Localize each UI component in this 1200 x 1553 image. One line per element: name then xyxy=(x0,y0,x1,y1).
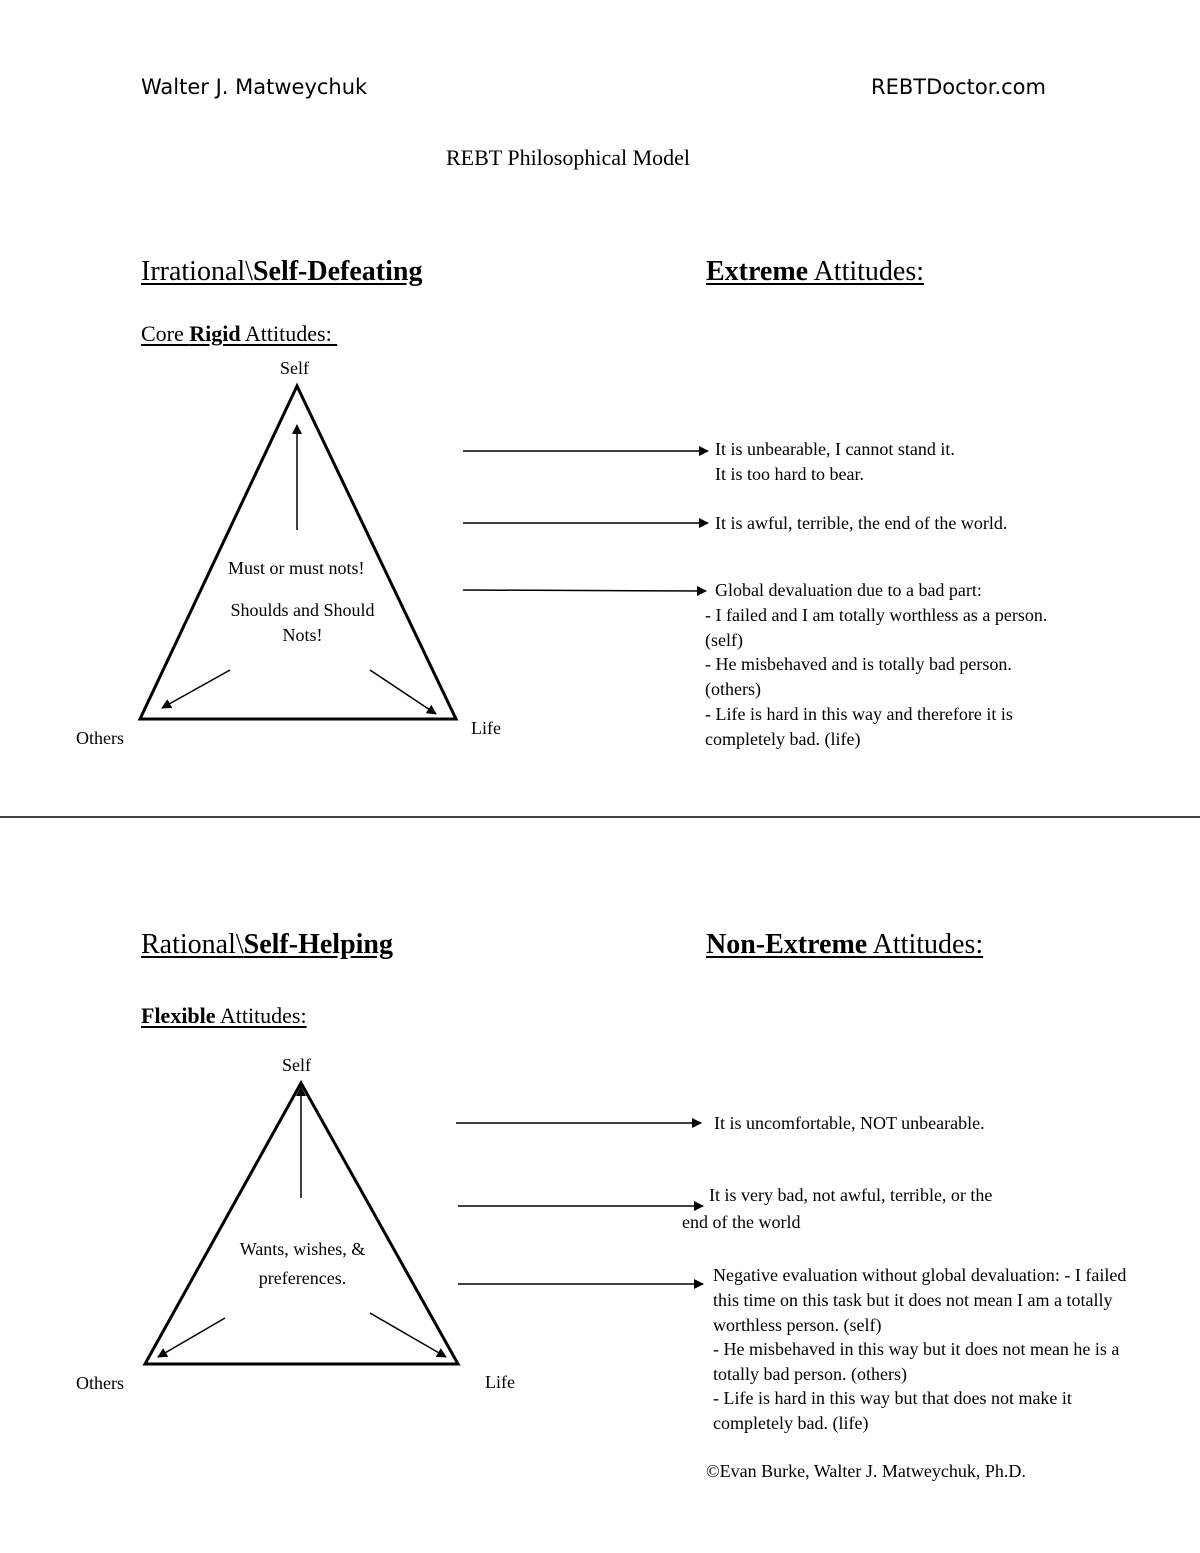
top-subheading-bold: Rigid xyxy=(189,321,241,346)
top-center-line2: Shoulds and Should Nots! xyxy=(230,600,375,645)
top-arrow-life xyxy=(370,670,436,714)
top-item-1b: It is too hard to bear. xyxy=(715,464,864,484)
top-center-line1: Must or must nots! xyxy=(228,558,365,578)
top-label-others: Others xyxy=(76,728,124,748)
bottom-label-self: Self xyxy=(282,1055,311,1075)
bottom-heading-left-bold: Self-Helping xyxy=(243,929,393,960)
page-title: REBT Philosophical Model xyxy=(446,145,691,170)
bottom-heading-left-plain: Rational\ xyxy=(141,929,244,960)
bottom-subheading-bold: Flexible xyxy=(141,1003,216,1028)
top-heading-right xyxy=(706,256,924,288)
bottom-heading-right-bold: Non-Extreme xyxy=(706,929,868,960)
bottom-label-others: Others xyxy=(76,1373,124,1393)
bottom-center-text: Wants, wishes, & preferences. xyxy=(239,1239,366,1288)
site-name: REBTDoctor.com xyxy=(871,75,1046,99)
top-subheading-plain-1: Core xyxy=(141,321,190,346)
top-label-life: Life xyxy=(471,718,501,738)
top-item-3-others: - He misbehaved and is totally bad person. (others) xyxy=(705,654,1012,699)
top-item-1a: It is unbearable, I cannot stand it. xyxy=(715,439,955,459)
bottom-heading-left xyxy=(141,929,393,961)
bottom-item-2a: It is very bad, not awful, terrible, or the xyxy=(709,1185,993,1205)
copyright-notice: ©Evan Burke, Walter J. Matweychuk, Ph.D. xyxy=(706,1461,1026,1481)
top-item-3-self: - I failed and I am totally worthless as a person. (self) xyxy=(705,605,1048,650)
top-triangle xyxy=(140,386,456,719)
top-link-arrow-3 xyxy=(463,590,706,591)
top-heading-left-bold: Self-Defeating xyxy=(252,256,423,287)
bottom-label-life: Life xyxy=(485,1372,515,1392)
top-heading-right-bold: Extreme xyxy=(706,256,809,287)
top-heading-left-plain: Irrational\ xyxy=(141,256,253,287)
top-label-self: Self xyxy=(280,358,309,378)
bottom-subheading xyxy=(141,1003,307,1029)
bottom-item-2b: end of the world xyxy=(682,1212,801,1232)
top-subheading-plain-2: Attitudes: xyxy=(240,321,338,346)
top-subheading xyxy=(141,321,337,347)
bottom-item-1: It is uncomfortable, NOT unbearable. xyxy=(714,1113,985,1133)
bottom-subheading-plain: Attitudes: xyxy=(215,1003,307,1028)
author-name: Walter J. Matweychuk xyxy=(141,75,368,99)
top-item-2: It is awful, terrible, the end of the world. xyxy=(715,513,1008,533)
top-heading-right-plain: Attitudes: xyxy=(808,256,925,287)
top-heading-left xyxy=(141,256,422,288)
top-arrow-others xyxy=(162,670,230,708)
bottom-heading-right-plain: Attitudes: xyxy=(867,929,984,960)
top-item-3: Global devaluation due to a bad part: xyxy=(715,580,982,600)
top-item-3-life: - Life is hard in this way and therefore it is completely bad. (life) xyxy=(705,704,1013,749)
bottom-item-3-life: - Life is hard in this way but that does not make it completely bad. (life) xyxy=(713,1388,1072,1433)
bottom-item-3-others: - He misbehaved in this way but it does not mean he is a totally bad person. (others) xyxy=(713,1339,1120,1384)
bottom-heading-right xyxy=(706,929,983,961)
bottom-item-3: Negative evaluation without global devaluation: - I failed this time on this task but it does not mean I am a totally worthless person. (self) xyxy=(713,1265,1127,1335)
